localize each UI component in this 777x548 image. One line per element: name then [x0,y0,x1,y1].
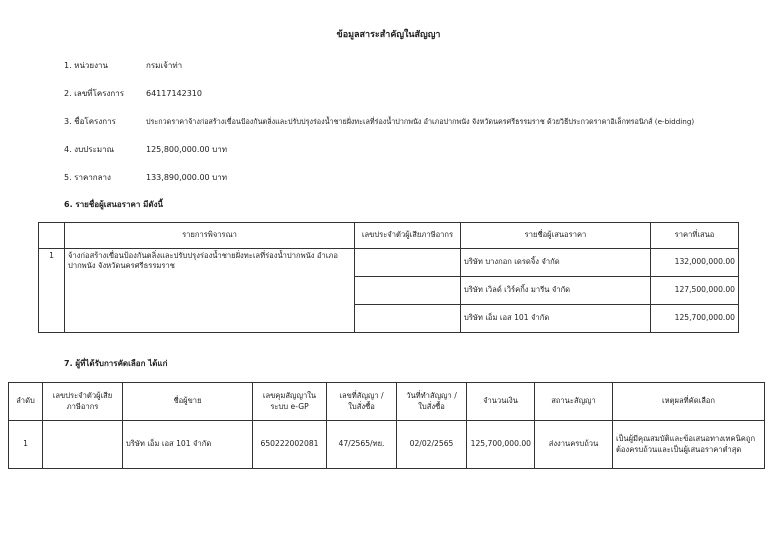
table-row [39,249,739,277]
bidder-name: บริษัท เวิลด์ เวิร์คกิ้ง มารีน จำกัด [461,277,651,305]
field-median-price [64,171,227,184]
header-tax-id: เลขประจำตัวผู้เสียภาษีอากร [43,383,123,421]
header-blank [39,223,65,249]
section-bidders-heading: 6. รายชื่อผู้เสนอราคา มีดังนี้ [64,200,163,209]
section-winner-heading: 7. ผู้ที่ได้รับการคัดเลือก ได้แก่ [64,359,168,368]
bidder-price: 125,700,000.00 [651,305,739,333]
header-reason: เหตุผลที่คัดเลือก [613,383,765,421]
bidders-header-row [39,223,739,249]
header-status: สถานะสัญญา [535,383,613,421]
header-contract-date: วันที่ทำสัญญา / ใบสั่งซื้อ [397,383,467,421]
field-budget-value: 125,800,000.00 บาท [146,145,228,154]
item-description: จ้างก่อสร้างเขื่อนป้องกันตลิ่งและปรับปรุงร่องน้ำชายฝั่งทะเลที่ร่องน้ำปากพนัง อำเภอปากพนัง จังหวัดนครศรีธรรมราช [65,249,355,333]
header-order: ลำดับ [9,383,43,421]
field-median-price-label: 5. ราคากลาง [64,173,111,182]
bidder-name: บริษัท เอ็ม เอส 101 จำกัด [461,305,651,333]
header-contract-no: เลขที่สัญญา / ใบสั่งซื้อ [327,383,397,421]
winner-header-row [9,383,765,421]
row-number: 1 [39,249,65,333]
field-agency-value: กรมเจ้าท่า [146,61,183,70]
header-price: ราคาที่เสนอ [651,223,739,249]
winner-status: ส่งงานครบถ้วน [535,421,613,469]
field-project-no-value: 64117142310 [146,89,202,98]
winner-reason: เป็นผู้มีคุณสมบัติและข้อเสนอทางเทคนิคถูกต้องครบถ้วนและเป็นผู้เสนอราคาต่ำสุด [613,421,765,469]
winner-contract-no: 47/2565/ทย. [327,421,397,469]
tax-id-cell [355,249,461,277]
tax-id-cell [355,305,461,333]
page-title: ข้อมูลสาระสำคัญในสัญญา [336,30,441,40]
field-agency-label: 1. หน่วยงาน [64,61,108,70]
header-seller: ชื่อผู้ขาย [123,383,253,421]
header-item: รายการพิจารณา [65,223,355,249]
field-project-name [64,115,694,128]
header-egp-no: เลขคุมสัญญาในระบบ e-GP [253,383,327,421]
field-project-no [64,87,202,100]
winner-tax-id [43,421,123,469]
winner-egp-no: 650222002081 [253,421,327,469]
tax-id-cell [355,277,461,305]
field-project-name-label: 3. ชื่อโครงการ [64,117,116,126]
bidder-price: 132,000,000.00 [651,249,739,277]
winner-seller: บริษัท เอ็ม เอส 101 จำกัด [123,421,253,469]
header-amount: จำนวนเงิน [467,383,535,421]
field-budget-label: 4. งบประมาณ [64,145,115,154]
field-project-name-value: ประกวดราคาจ้างก่อสร้างเขื่อนป้องกันตลิ่งและปรับปรุงร่องน้ำชายฝั่งทะเลที่ร่องน้ำปากพนัง อำเภอปากพนัง จังหวัดนครศรีธรรมราช ด้วยวิธีประกวดราคาอิเล็กทรอนิกส์ (e-bidding) [146,117,695,126]
header-bidder-name: รายชื่อผู้เสนอราคา [461,223,651,249]
field-project-no-label: 2. เลขที่โครงการ [64,89,125,98]
bidder-price: 127,500,000.00 [651,277,739,305]
bidders-table [38,222,739,333]
header-tax-id: เลขประจำตัวผู้เสียภาษีอากร [355,223,461,249]
table-row [9,421,765,469]
field-agency [64,59,182,72]
winner-order: 1 [9,421,43,469]
field-median-price-value: 133,890,000.00 บาท [146,173,228,182]
bidder-name: บริษัท บางกอก เดรดจิ้ง จำกัด [461,249,651,277]
field-budget [64,143,227,156]
winner-contract-date: 02/02/2565 [397,421,467,469]
winner-table [8,382,765,469]
winner-amount: 125,700,000.00 [467,421,535,469]
